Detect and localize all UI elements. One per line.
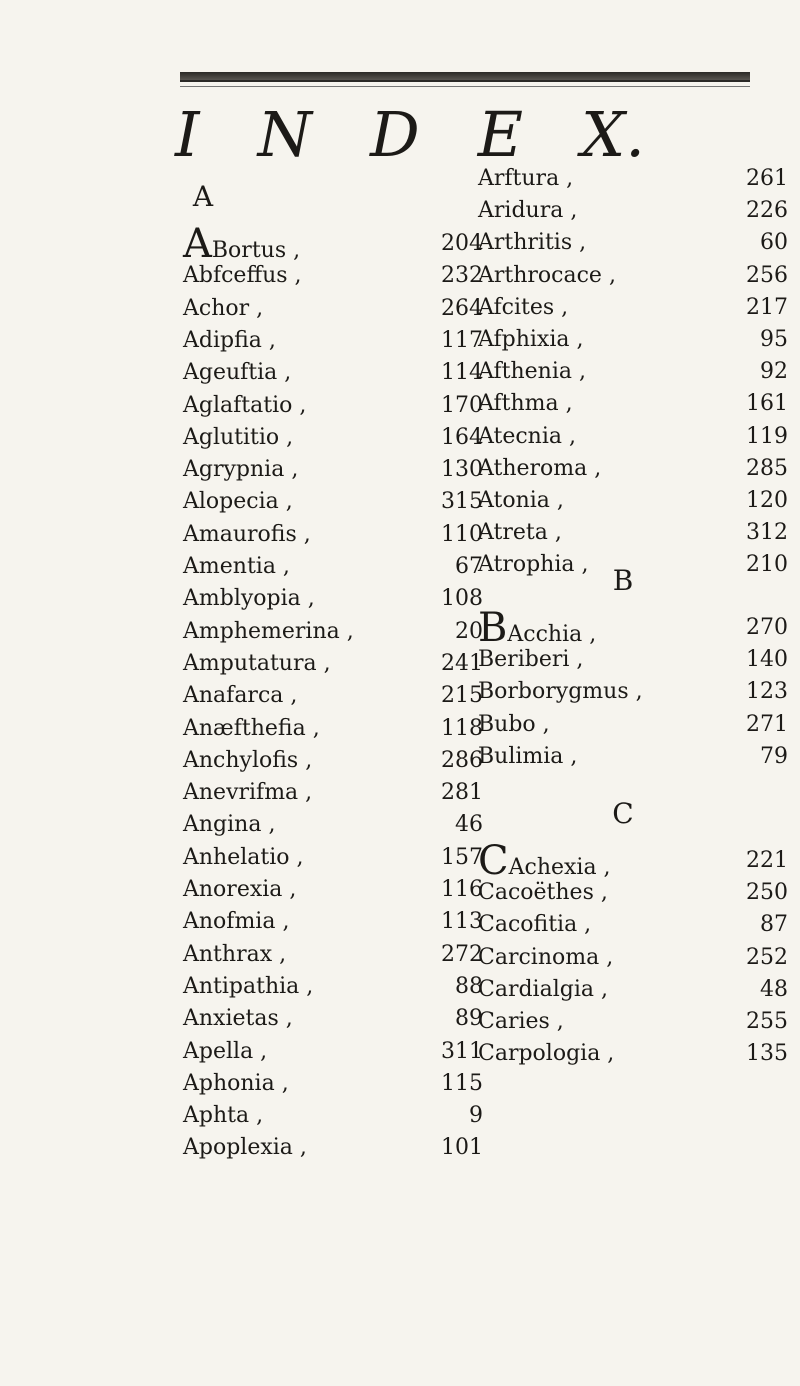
entry-term-text: Achor ,: [183, 295, 264, 321]
entry-page-number: 67: [455, 554, 483, 579]
entry-page-number: 9: [469, 1103, 483, 1129]
entry-term-text: Anhelatio ,: [183, 844, 304, 870]
entry-term-text: Atrophia ,: [478, 552, 589, 578]
entry-term-text: Aphonia ,: [183, 1070, 289, 1096]
entry-term: [183, 1070, 289, 1098]
entry-term: [183, 1102, 263, 1130]
index-entry: [183, 618, 483, 646]
index-entry: [183, 1070, 483, 1098]
entry-page-number: 281: [441, 780, 483, 806]
entry-term: [183, 1134, 307, 1162]
index-entry: [478, 262, 788, 290]
title-letter: X.: [581, 98, 645, 171]
entry-term-text: Acchia ,: [507, 622, 597, 647]
entry-term: [183, 359, 291, 387]
entry-term-text: Beriberi ,: [478, 647, 584, 673]
index-entry: [478, 1040, 788, 1068]
entry-term-text: Achexia ,: [508, 855, 611, 880]
entry-term: [183, 456, 298, 484]
entry-term: [478, 879, 608, 907]
entry-term-text: Apoplexia ,: [183, 1135, 307, 1161]
entry-term-text: Atecnia ,: [478, 423, 576, 449]
entry-page-number: 48: [760, 976, 788, 1002]
index-entry: [478, 455, 788, 483]
index-entry: [478, 711, 788, 739]
entry-page-number: 113: [441, 909, 483, 935]
title-letter: I: [175, 98, 200, 171]
entry-term: [478, 605, 597, 651]
page-title: [175, 100, 645, 170]
entry-page-number: 135: [746, 1041, 788, 1067]
entry-term-text: Cacofitia ,: [478, 912, 592, 938]
entry-page-number: 204: [441, 231, 483, 256]
entry-term-text: Carpologia ,: [478, 1041, 615, 1067]
entry-term: [478, 423, 576, 451]
entry-page-number: 140: [746, 647, 788, 673]
entry-term-text: Amentia ,: [183, 554, 290, 579]
entry-term: [183, 844, 304, 872]
entry-term: [183, 295, 263, 323]
initial-capital: A: [183, 221, 212, 267]
entry-term-text: Atheroma ,: [478, 455, 602, 481]
title-letter: E: [477, 98, 524, 171]
index-entry: [183, 811, 483, 839]
entry-term-text: Amputatura ,: [183, 650, 331, 676]
index-entry: [183, 973, 483, 1001]
entry-term: [478, 229, 586, 257]
entry-term: [183, 488, 293, 516]
entry-page-number: 241: [441, 650, 483, 676]
index-entry: [478, 1008, 788, 1036]
title-letter: D: [369, 98, 420, 171]
entry-page-number: 312: [746, 520, 788, 546]
index-entry: [478, 976, 788, 1004]
index-entry: [478, 944, 788, 972]
entry-term: [183, 973, 313, 1001]
index-entry: [478, 838, 788, 884]
index-entry: [183, 1005, 483, 1033]
entry-term: [183, 779, 312, 807]
entry-term-text: Afthma ,: [478, 391, 573, 417]
entry-page-number: 117: [441, 327, 483, 353]
index-entry: [478, 326, 788, 354]
section-heading-b: B: [612, 564, 634, 597]
initial-capital: B: [478, 605, 508, 651]
entry-page-number: 270: [746, 615, 788, 640]
index-entry: [478, 487, 788, 515]
entry-term-text: Atonia ,: [478, 488, 564, 513]
index-entry: [183, 715, 483, 743]
entry-page-number: 110: [441, 521, 483, 547]
entry-page-number: 20: [455, 618, 483, 644]
entry-term-text: Cardialgia ,: [478, 976, 608, 1002]
entry-term: [478, 711, 550, 739]
entry-term: [478, 294, 568, 322]
index-entry: [183, 327, 483, 355]
index-entry: [183, 392, 483, 420]
entry-term: [183, 262, 302, 290]
section-heading-c: C: [612, 797, 634, 830]
index-entry: [478, 911, 788, 939]
index-entry: [183, 424, 483, 452]
entry-page-number: 108: [441, 586, 483, 612]
entry-term-text: Atreta ,: [478, 520, 562, 546]
header-ornament-rule: [180, 72, 750, 82]
entry-page-number: 232: [441, 263, 483, 289]
entry-term-text: Bortus ,: [211, 238, 301, 263]
entry-page-number: 88: [455, 973, 483, 999]
entry-term-text: Amblyopia ,: [183, 586, 315, 612]
index-entry: [183, 1038, 483, 1066]
entry-term: [478, 1040, 614, 1068]
entry-page-number: 286: [441, 747, 483, 773]
index-entry: [478, 390, 788, 418]
entry-term: [478, 390, 573, 418]
index-entry: [183, 908, 483, 936]
entry-term: [478, 519, 562, 547]
entry-term-text: Angina ,: [183, 812, 276, 838]
index-entry: [183, 585, 483, 613]
entry-page-number: 272: [441, 941, 483, 967]
entry-page-number: 285: [746, 455, 788, 481]
section-heading-a: A: [192, 180, 214, 213]
index-entry: [183, 747, 483, 775]
entry-page-number: 221: [746, 848, 788, 873]
entry-page-number: 226: [746, 198, 788, 224]
entry-term: [478, 976, 608, 1004]
index-entry: [183, 1102, 483, 1130]
index-entry: [183, 262, 483, 290]
entry-term-text: Afthenia ,: [478, 359, 586, 385]
index-entry: [183, 650, 483, 678]
entry-term: [183, 715, 320, 743]
entry-term: [183, 876, 296, 904]
entry-term-text: Amaurofis ,: [183, 521, 311, 547]
index-entry: [478, 358, 788, 386]
index-entry: [183, 779, 483, 807]
header-thin-rule: [180, 86, 750, 87]
entry-term: [183, 941, 286, 969]
entry-term-text: Afphixia ,: [478, 327, 584, 352]
index-entry: [183, 941, 483, 969]
initial-capital: C: [478, 838, 509, 884]
entry-term: [478, 326, 583, 354]
index-entry: [478, 197, 788, 225]
entry-page-number: 87: [760, 912, 788, 938]
entry-term: [478, 455, 601, 483]
entry-term-text: Abfceffus ,: [183, 263, 302, 289]
entry-page-number: 116: [441, 877, 483, 902]
entry-term: [183, 1005, 293, 1033]
entry-term-text: Aphta ,: [183, 1103, 264, 1129]
entry-page-number: 79: [760, 743, 788, 769]
entry-term: [478, 551, 589, 579]
entry-term: [478, 838, 611, 884]
entry-page-number: 217: [746, 294, 788, 320]
entry-term-text: Bubo ,: [478, 711, 550, 737]
entry-page-number: 101: [441, 1135, 483, 1161]
entry-page-number: 264: [441, 295, 483, 321]
index-entry: [478, 519, 788, 547]
entry-term: [183, 747, 312, 775]
index-entry: [183, 295, 483, 323]
entry-page-number: 256: [746, 262, 788, 288]
entry-term: [183, 1038, 267, 1066]
entry-term-text: Anæfthefia ,: [183, 715, 320, 741]
entry-page-number: 92: [760, 359, 788, 385]
entry-term-text: Apella ,: [183, 1038, 268, 1064]
title-letter: N: [257, 98, 312, 171]
entry-term-text: Agrypnia ,: [183, 457, 299, 483]
entry-term-text: Arftura ,: [478, 166, 574, 191]
entry-term: [183, 650, 331, 678]
entry-term-text: Carcinoma ,: [478, 944, 614, 970]
entry-term-text: Aridura ,: [478, 198, 578, 224]
entry-term-text: Caries ,: [478, 1009, 564, 1034]
entry-page-number: 252: [746, 944, 788, 970]
entry-term-text: Anchylofis ,: [183, 747, 313, 773]
index-entry: [183, 553, 483, 581]
index-entry: [478, 743, 788, 771]
entry-term: [478, 678, 643, 706]
entry-term: [478, 165, 573, 193]
entry-page-number: 130: [441, 457, 483, 483]
entry-term-text: Anevrifma ,: [183, 780, 313, 806]
index-entry: [478, 165, 788, 193]
entry-page-number: 261: [746, 166, 788, 191]
entry-page-number: 120: [746, 488, 788, 513]
entry-page-number: 170: [441, 392, 483, 418]
entry-term: [478, 487, 564, 515]
index-entry: [478, 605, 788, 651]
entry-term-text: Anxietas ,: [183, 1006, 293, 1032]
index-entry: [183, 488, 483, 516]
index-entry: [183, 876, 483, 904]
index-entry: [183, 456, 483, 484]
index-entry: [183, 844, 483, 872]
entry-page-number: 123: [746, 679, 788, 705]
entry-page-number: 215: [441, 683, 483, 709]
entry-term: [478, 911, 591, 939]
entry-term: [478, 1008, 564, 1036]
entry-term: [478, 197, 577, 225]
entry-term: [183, 392, 306, 420]
entry-term-text: Alopecia ,: [183, 489, 293, 515]
entry-page-number: 210: [746, 552, 788, 578]
entry-term: [183, 553, 290, 581]
entry-term: [183, 908, 289, 936]
entry-page-number: 164: [441, 424, 483, 450]
entry-term: [183, 327, 276, 355]
entry-term-text: Borborygmus ,: [478, 679, 643, 705]
entry-term: [183, 618, 354, 646]
entry-term-text: Anofmia ,: [183, 909, 290, 935]
entry-term-text: Antipathia ,: [183, 973, 314, 999]
entry-page-number: 250: [746, 880, 788, 906]
entry-term: [478, 262, 616, 290]
entry-term: [478, 944, 613, 972]
entry-term-text: Afcites ,: [478, 294, 569, 320]
entry-page-number: 89: [455, 1006, 483, 1032]
entry-page-number: 60: [760, 230, 788, 256]
index-entry: [478, 229, 788, 257]
index-entry: [478, 646, 788, 674]
entry-page-number: 271: [746, 711, 788, 737]
index-entry: [183, 359, 483, 387]
entry-term: [478, 358, 586, 386]
entry-page-number: 157: [441, 844, 483, 870]
entry-term: [183, 811, 275, 839]
index-entry: [183, 682, 483, 710]
entry-term: [183, 424, 293, 452]
entry-term-text: Aglutitio ,: [183, 424, 294, 450]
entry-page-number: 95: [760, 327, 788, 352]
entry-term-text: Adipfia ,: [183, 327, 276, 353]
entry-term: [478, 646, 583, 674]
entry-term-text: Bulimia ,: [478, 743, 578, 769]
entry-page-number: 255: [746, 1009, 788, 1034]
entry-page-number: 118: [441, 715, 483, 741]
entry-page-number: 114: [441, 360, 483, 386]
entry-page-number: 311: [441, 1038, 483, 1064]
entry-term: [183, 585, 315, 613]
index-entry: [183, 1134, 483, 1162]
entry-term-text: Anafarca ,: [183, 683, 298, 709]
entry-page-number: 115: [441, 1070, 483, 1096]
entry-page-number: 315: [441, 489, 483, 515]
index-entry: [478, 423, 788, 451]
entry-term-text: Ageuftia ,: [183, 360, 292, 386]
entry-page-number: 46: [455, 812, 483, 838]
entry-term-text: Anorexia ,: [183, 877, 297, 902]
index-entry: [183, 521, 483, 549]
entry-term: [478, 743, 577, 771]
index-entry: [478, 551, 788, 579]
entry-term-text: Anthrax ,: [183, 941, 287, 967]
entry-term-text: Arthritis ,: [478, 230, 587, 256]
entry-term-text: Aglaftatio ,: [183, 392, 307, 418]
entry-term-text: Arthrocace ,: [478, 262, 616, 288]
index-entry: [183, 221, 483, 267]
entry-term: [183, 221, 301, 267]
entry-term-text: Cacoëthes ,: [478, 880, 608, 906]
entry-term: [183, 682, 297, 710]
entry-page-number: 119: [746, 423, 788, 449]
entry-page-number: 161: [746, 391, 788, 417]
index-entry: [478, 879, 788, 907]
entry-term-text: Amphemerina ,: [183, 618, 354, 644]
index-entry: [478, 678, 788, 706]
index-entry: [478, 294, 788, 322]
entry-term: [183, 521, 311, 549]
